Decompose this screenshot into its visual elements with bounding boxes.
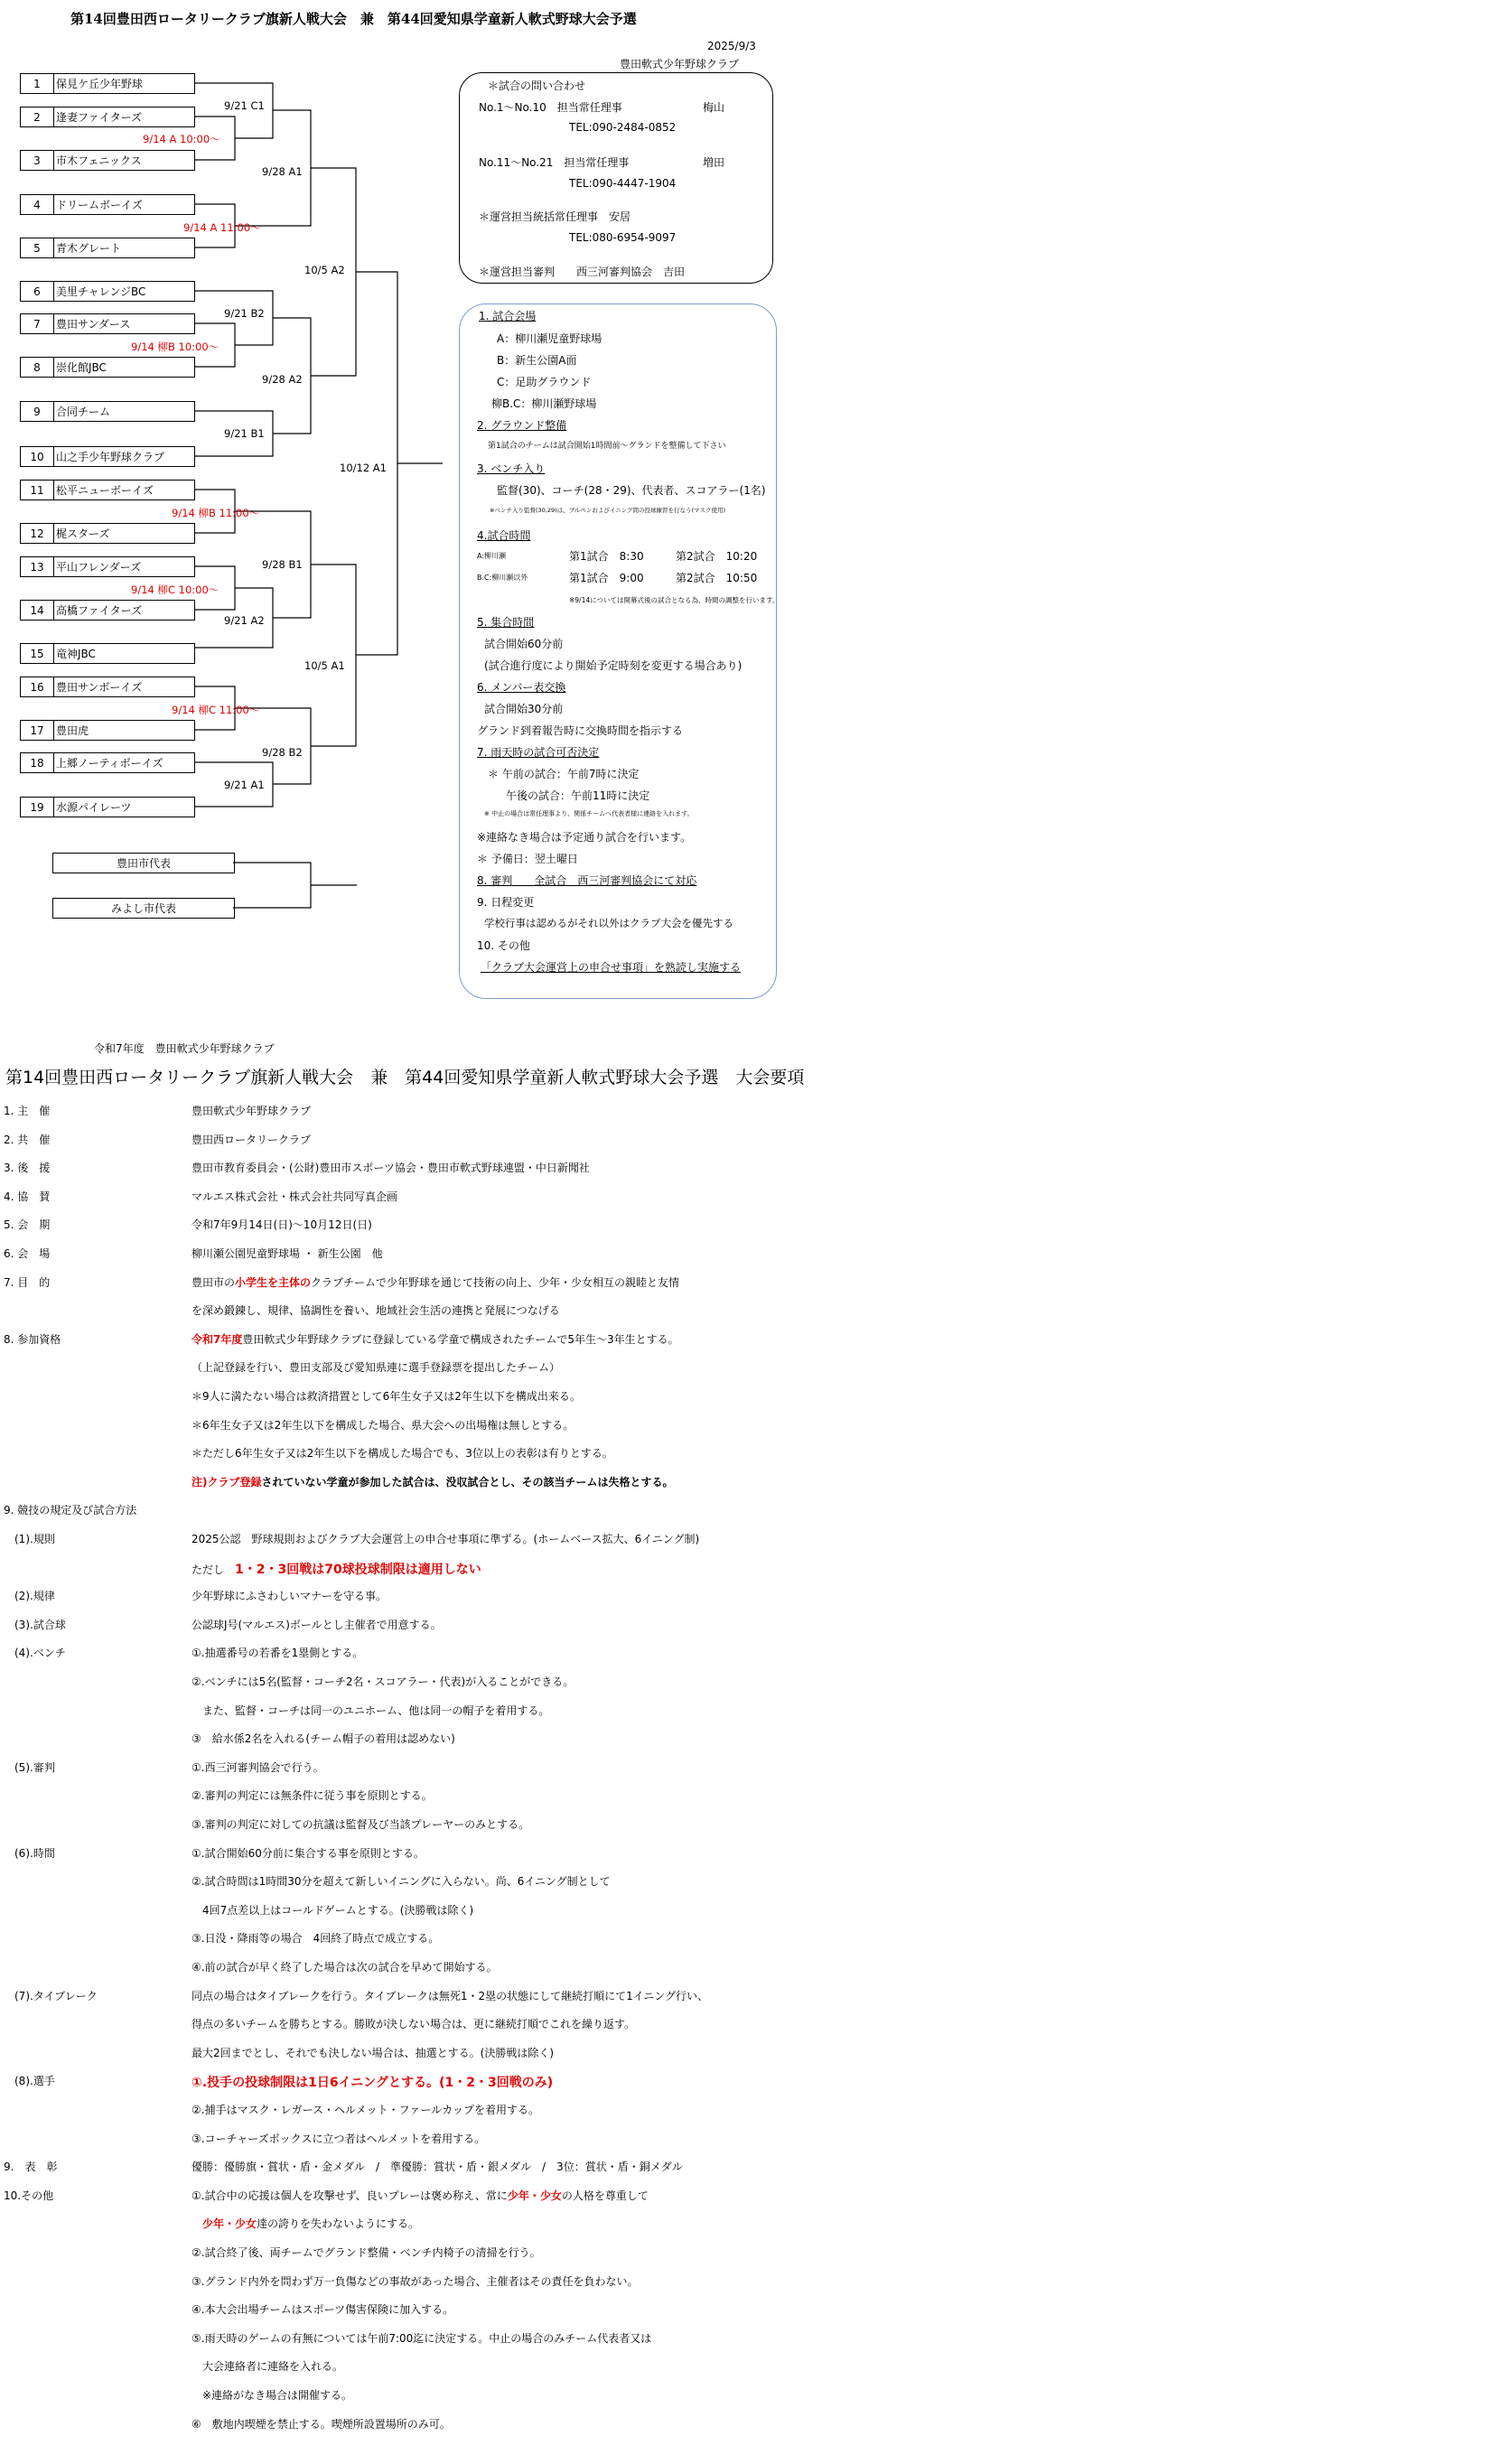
rule-row [0,2358,1485,2376]
rule-text-highlight: ①.投手の投球制限は1日6イニングとする。(1・2・3回戦のみ) [191,2076,554,2091]
rule-row [0,1502,1485,1520]
rule-text: 最大2回までとし、それでも決しない場合は、抽選とする。(決勝戦は除く) [191,2046,555,2059]
team-number: 9 [33,405,41,418]
rule-text: ④.前の試合が早く終了した場合は次の試合を早めて開始する。 [191,1961,498,1974]
label-r0-16-17: 9/14 柳C 11:00～ [172,704,260,716]
label-r0-13-14: 9/14 柳C 10:00～ [131,583,219,596]
rule-text: ⑥ 敷地内喫煙を禁止する。喫煙所設置場所のみ可。 [191,2417,451,2431]
team-name: 竜神JBC [56,648,96,660]
label-r0-7-8: 9/14 柳B 10:00～ [131,341,219,353]
rule-text: ③.コーチャーズボックスに立つ者はヘルメットを着用する。 [191,2132,486,2145]
rule-row [0,1959,1485,1977]
rule-row [0,1731,1485,1749]
notice-s3: 3. ベンチ入り [477,462,546,475]
rep-miyoshi: みよし市代表 [52,898,235,919]
notice-s10: 10. その他 [477,939,530,952]
rule-text-highlight: 少年・少女 [507,2189,562,2202]
team-number: 14 [30,603,44,617]
rule-text-post: されていない学童が参加した試合は、没収試合とし、その該当チームは失格とする。 [261,1475,674,1489]
rule-text [191,2216,419,2231]
team-number: 4 [33,198,41,211]
rule-text: （上記登録を行い、豊田支部及び愛知県連に選手登録票を提出したチーム） [191,1361,561,1375]
team-name: 松平ニューボーイズ [56,484,154,497]
rule-row [0,1787,1485,1806]
contact-line4: ＊運営担当審判 西三河審判協会 吉田 [479,266,686,278]
contact-tel2: TEL:090-4447-1904 [569,177,677,190]
rule-text: 大会連絡者に連絡を入れる。 [191,2360,344,2374]
notice-s8-text: 8. 審判 全試合 西三河審判協会にて対応 [477,874,697,887]
team-name: 豊田虎 [56,724,89,737]
team-number: 5 [33,241,41,255]
rule-row [0,2273,1485,2291]
rule-label: 9. 表 彰 [4,2161,58,2174]
rule-row [0,2387,1485,2405]
rule-text: ③.審判の判定に対しての抗議は監督及び当該プレーヤーのみとする。 [191,1818,530,1831]
rule-label: (5).審判 [4,1760,55,1774]
team-number: 3 [33,154,41,167]
rule-row [0,2301,1485,2319]
rule-row [0,1474,1485,1492]
rule-row [0,1359,1485,1377]
rule-row [0,2416,1485,2434]
rule-row [0,1160,1485,1178]
contact-tel1: TEL:090-2484-0852 [569,121,677,134]
rule-text: ＊6年生女子又は2年生以下を構成した場合、県大会への出場権は無しとする。 [191,1418,574,1432]
notice-s7: 7. 雨天時の試合可否決定 [477,746,600,759]
rule-row [0,1246,1485,1264]
rule-text-pre: ただし [191,1563,236,1576]
team-name: 合同チーム [56,406,111,418]
label-r3-a2: 10/5 A2 [304,264,345,276]
team-name: 水源パイレーツ [56,801,132,814]
notice-s9: 9. 日程変更 [477,896,535,909]
rule-text: ③ 給水係2名を入れる(チーム帽子の着用は認めない) [191,1732,455,1746]
rule-row [0,1845,1485,1863]
contact-name1: 梅山 [703,101,725,114]
notice-s1c: C：足助グラウンド [497,376,592,388]
team-number: 11 [30,483,44,497]
team-box [20,480,195,500]
rule-text: 4回7点差以上はコールドゲームとする。(決勝戦は除く) [191,1903,474,1917]
team-box [20,600,195,621]
notice-s7e: ＊ 予備日：翌土曜日 [477,853,578,865]
team-box [20,720,195,741]
notice-s1: 1. 試合会場 [479,310,537,322]
rule-text: ※連絡がなき場合は開催する。 [191,2389,353,2402]
team-number: 16 [30,680,44,694]
rule-row [0,1388,1485,1406]
rule-text: マルエス株式会社・株式会社共同写真企画 [191,1190,398,1203]
contact-name2: 増田 [703,156,725,169]
org-label: 豊田軟式少年野球クラブ [620,58,740,70]
team-number: 2 [33,110,41,124]
rule-text: 優勝：優勝旗・賞状・盾・金メダル / 準優勝：賞状・盾・銀メダル / 3位：賞状・盾・銅メダル [191,2161,683,2174]
team-number: 12 [30,527,44,540]
rule-text: 得点の多いチームを勝ちとする。勝敗が決しない場合は、更に継続打順でこれを繰り返す。 [191,2018,636,2031]
rule-row [0,2102,1485,2120]
rule-text: ①.試合開始60分前に集合する事を原則とする。 [191,1846,425,1860]
rule-text [191,1474,674,1489]
label-r3-a1: 10/5 A1 [304,659,345,672]
rule-row [0,1988,1485,2006]
rule-text: また、監督・コーチは同一のユニホーム、他は同一の帽子を着用する。 [191,1703,550,1717]
label-r2-a1: 9/28 A1 [262,165,303,178]
label-final: 10/12 A1 [340,462,387,474]
notice-s4b2: 第1試合 9:00 [569,572,644,584]
team-number: 19 [30,800,44,814]
contact-line1: No.1～No.10 担当常任理事 [479,101,622,114]
team-box [20,281,195,302]
label-r0-4-5: 9/14 A 11:00～ [183,221,261,234]
notice-s3a: 監督(30)、コーチ(28・29)、代表者、スコアラー(1名) [497,484,766,497]
date-label: 2025/9/3 [707,40,756,52]
rule-row [0,2073,1485,2091]
rule-label: (1).規則 [4,1533,55,1545]
rule-row [0,1217,1485,1235]
rule-label: (2).規律 [4,1590,55,1603]
rule-row [0,1617,1485,1635]
notice-s4: 4.試合時間 [477,529,531,542]
team-number: 7 [33,317,41,331]
notice-s3b: ※ベンチ入り監督(30,29)は、ブルペンおよびイニング間の投球練習を行なう(マスク使用) [490,507,726,514]
label-r2-b1: 9/28 B1 [262,558,303,571]
team-number: 8 [33,360,41,374]
rule-row [0,1132,1485,1150]
rule-text-highlight: 小学生を主体の [235,1275,312,1289]
label-r2-b2: 9/28 B2 [262,746,303,759]
label-r2-a2: 9/28 A2 [262,373,303,386]
team-name: 平山フレンダーズ [56,561,142,574]
team-box [20,238,195,258]
rule-text-post: クラブチームで少年野球を通じて技術の向上、少年・少女相互の親睦と友情 [311,1275,680,1289]
bracket-line-reps [233,863,311,908]
notice-s4b3: 第2試合 10:50 [676,572,758,584]
rule-row [0,1560,1485,1578]
rule-row [0,1873,1485,1891]
rule-row [0,1902,1485,1920]
rule-text: ③.日没・降雨等の場合 4回終了時点で成立する。 [191,1932,440,1946]
rule-text: ②.捕手はマスク・レガース・ヘルメット・ファールカップを着用する。 [191,2104,540,2116]
team-number: 1 [33,77,41,90]
rule-row [0,2330,1485,2348]
bracket-line-r3-a1 [311,565,356,746]
rule-text-highlight: 令和7年度 [191,1332,243,1346]
rule-text [191,2188,649,2203]
rule-row [0,2045,1485,2063]
rule-text: ＊ただし6年生女子又は2年生以下を構成した場合でも、3位以上の表彰は有りとする。 [191,1447,613,1461]
rule-text: ＊9人に満たない場合は救済措置として6年生女子又は2年生以下を構成出来る。 [191,1390,581,1403]
contact-heading: ＊試合の問い合わせ [488,79,586,92]
notice-s8 [477,873,696,888]
team-box [20,523,195,544]
rule-text: ②.試合時間は1時間30分を超えて新しいイニングに入らない。尚、6イニング制として [191,1875,611,1889]
rule-text: ⑤.雨天時のゲームの有無については午前7:00迄に決定する。中止の場合のみチーム代表者又は [191,2331,652,2345]
rule-text: 公認球J号(マルエス)ボールとし主催者で用意する。 [191,1618,442,1631]
team-name: 逢妻ファイターズ [56,111,143,124]
rule-text-post: 達の誇りを失わないようにする。 [257,2217,420,2231]
notice-s9a: 学校行事は認めるがそれ以外はクラブ大会を優先する [484,917,733,929]
rule-text: ①.抽選番号の若番を1塁側とする。 [191,1647,364,1660]
notice-s1b: B：新生公園A面 [497,354,577,367]
rule-text: 2025公認 野球規則およびクラブ大会運営上の申合せ事項に準ずる。(ホームベース拡大、6イニング制) [191,1533,700,1545]
contact-line2: No.11～No.21 担当常任理事 [479,156,630,169]
rule-label: 8. 参加資格 [4,1332,61,1346]
team-box [20,73,195,94]
team-box [20,401,195,422]
rule-label: 6. 会 場 [4,1247,51,1260]
rule-text: 豊田西ロータリークラブ [191,1133,312,1146]
team-box [20,643,195,664]
team-name: ドリームボーイズ [56,199,143,211]
notice-s4b1: B.C:柳川瀬以外 [477,574,528,582]
team-name: 美里チャレンジBC [56,285,146,298]
rule-label: 2. 共 催 [4,1133,51,1146]
team-number: 17 [30,723,44,737]
notice-s10a: 「クラブ大会運営上の申合せ事項」を熟読し実施する [481,961,742,974]
rule-row [0,1189,1485,1207]
rule-row [0,1417,1485,1435]
team-name: 梶スターズ [56,527,110,540]
rule-label: 5. 会 期 [4,1218,51,1232]
rule-row [0,1445,1485,1463]
team-number: 13 [30,560,44,574]
team-box [20,446,195,467]
rule-text: ③.グランド内外を問わず万一負傷などの事故があった場合、主催者はその責任を負わない。 [191,2274,639,2288]
rule-row [0,1274,1485,1293]
rule-row [0,1816,1485,1834]
contact-tel3: TEL:080-6954-9097 [569,231,677,244]
team-name: 豊田サンダース [56,318,131,331]
label-r1-b2: 9/21 B2 [224,307,265,320]
notice-s6b: グランド到着報告時に交換時間を指示する [477,724,684,737]
rule-text: を深め鍛錬し、規律、協調性を養い、地域社会生活の連携と発展につなげる [191,1304,560,1318]
rule-text-highlight: 注)クラブ登録 [191,1475,262,1489]
label-r1-a1: 9/21 A1 [224,779,265,791]
team-box [20,556,195,577]
label-r1-c1: 9/21 C1 [224,99,265,112]
rule-text [191,1274,679,1290]
rule-text: ④.本大会出場チームはスポーツ傷害保険に加入する。 [191,2303,454,2317]
rule-row [0,1703,1485,1721]
rule-row [0,1588,1485,1606]
rule-label: 7. 目 的 [4,1275,51,1289]
rule-label: 10.その他 [4,2189,54,2202]
rule-row [0,2245,1485,2263]
notice-s4a2: 第1試合 8:30 [569,550,644,563]
rule-label: (4).ベンチ [4,1647,66,1660]
rule-text-pre: 豊田市の [191,1275,236,1289]
bracket-title: 第14回豊田西ロータリークラブ旗新人戦大会 兼 第44回愛知県学童新人軟式野球大会予選 [70,11,637,27]
rule-text: 豊田市教育委員会・(公財)豊田市スポーツ協会・豊田市軟式野球連盟・中日新聞社 [191,1162,590,1175]
team-number: 18 [30,756,44,770]
label-r0-2-3: 9/14 A 10:00～ [143,133,220,145]
team-name: 豊田サンボーイズ [56,681,143,694]
team-box [20,357,195,378]
rule-label: (7).タイブレーク [4,1989,98,2002]
label-r0-11-12: 9/14 柳B 11:00～ [172,507,260,519]
notice-s4a3: 第2試合 10:20 [676,550,758,563]
team-name: 青木グレート [56,242,122,255]
team-name: 崇化館JBC [56,361,107,374]
notice-s7a: ＊ 午前の試合：午前7時に決定 [488,768,640,780]
rule-row [0,1759,1485,1778]
team-box [20,150,195,171]
rule-row [0,1302,1485,1321]
notice-s2: 2. グラウンド整備 [477,419,567,432]
notice-s7b: 午後の試合：午前11時に決定 [506,789,650,802]
label-r1-b1: 9/21 B1 [224,427,265,440]
team-number: 15 [30,647,44,660]
rule-label: (3).試合球 [4,1618,66,1631]
rule-label: 1. 主 催 [4,1105,51,1117]
rule-row [0,2016,1485,2034]
team-name: 市木フェニックス [56,154,142,167]
rule-row [0,1930,1485,1948]
team-box [20,752,195,773]
rule-row [0,1645,1485,1663]
rule-label: 3. 後 援 [4,1162,51,1175]
rule-row [0,1103,1485,1121]
rule-row [0,2131,1485,2149]
notice-s5b: (試合進行度により開始予定時刻を変更する場合あり) [484,659,742,672]
rule-row [0,2188,1485,2206]
rule-text-post: 豊田軟式少年野球クラブに登録している学童で構成されたチームで5年生～3年生とする。 [242,1332,679,1346]
notice-s4a1: A:柳川瀬 [477,552,507,560]
team-name: 上郷ノーティボーイズ [56,757,163,770]
rule-text: 柳川瀬公園児童野球場 ・ 新生公園 他 [191,1247,383,1260]
rule-text: 同点の場合はタイブレークを行う。タイブレークは無死1・2塁の状態にして継続打順にて1イニング行い、 [191,1989,709,2002]
team-number: 10 [30,450,44,463]
contact-line3: ＊運営担当統括常任理事 安居 [479,210,631,223]
rule-row [0,1674,1485,1692]
rule-label: 4. 協 賛 [4,1190,51,1203]
rule-label: 9. 競技の規定及び試合方法 [4,1504,137,1517]
notice-s6: 6. メンバー表交換 [477,681,566,694]
rule-row [0,2216,1485,2234]
rule-text: ②.ベンチには5名(監督・コーチ2名・スコアラー・代表)が入ることができる。 [191,1675,574,1688]
label-r1-a2: 9/21 A2 [224,614,265,627]
rule-text-highlight: 少年・少女 [202,2217,257,2231]
notice-s4c: ※9/14については開幕式後の試合となる為、時間の調整を行います。 [569,596,780,604]
rules-title: 第14回豊田西ロータリークラブ旗新人戦大会 兼 第44回愛知県学童新人軟式野球大会予選 大会要項 [5,1068,805,1087]
team-name: 高橋ファイターズ [56,604,143,617]
team-number: 6 [33,285,41,298]
notice-s7d: ※連絡なき場合は予定通り試合を行います。 [477,831,692,844]
rule-text-pre: ①.試合中の応援は個人を攻撃せず、良いプレーは褒め称え、常に [191,2189,508,2202]
notice-s7c: ※ 中止の場合は常任理事より、関係チームへ代表者様に連絡を入れます。 [484,810,694,817]
rule-text [191,1560,481,1578]
notice-s5: 5. 集合時間 [477,616,535,629]
rule-text: 少年野球にふさわしいマナーを守る事。 [191,1590,388,1603]
team-name: 山之手少年野球クラブ [56,451,165,463]
rules-era: 令和7年度 豊田軟式少年野球クラブ [94,1042,275,1055]
rule-text [191,2073,553,2091]
notice-s1d: 柳B.C：柳川瀬野球場 [491,397,597,410]
team-name: 保見ケ丘少年野球 [56,78,144,90]
team-box [20,797,195,817]
team-box [20,677,195,697]
rule-text-post: の人格を尊重して [561,2189,649,2202]
notice-s1a: A：柳川瀬児童野球場 [497,332,602,345]
rep-toyota: 豊田市代表 [52,853,235,873]
rule-text-highlight: 1・2・3回戦は70球投球制限は適用しない [235,1562,481,1577]
notice-s5a: 試合開始60分前 [484,638,564,650]
rule-row [0,1331,1485,1349]
rule-text: 豊田軟式少年野球クラブ [191,1105,312,1117]
rule-text [191,1331,679,1347]
rule-text: 令和7年9月14日(日)～10月12日(日) [191,1218,372,1232]
notice-s2a: 第1試合のチームは試合開始1時間前～グランドを整備して下さい [488,442,726,451]
rule-label: (8).選手 [4,2075,55,2088]
rule-label: (6).時間 [4,1846,55,1860]
rule-text: ②.審判の判定には無条件に従う事を原則とする。 [191,1789,433,1803]
team-box [20,107,195,127]
rule-row [0,1531,1485,1549]
rule-text: ②.試合終了後、両チームでグランド整備・ベンチ内椅子の清掃を行う。 [191,2246,541,2259]
rule-text-pre [191,2217,202,2230]
rule-row [0,2159,1485,2177]
team-box [20,313,195,334]
rule-text: ①.西三河審判協会で行う。 [191,1760,324,1774]
team-box [20,194,195,215]
notice-s6a: 試合開始30分前 [484,703,564,715]
